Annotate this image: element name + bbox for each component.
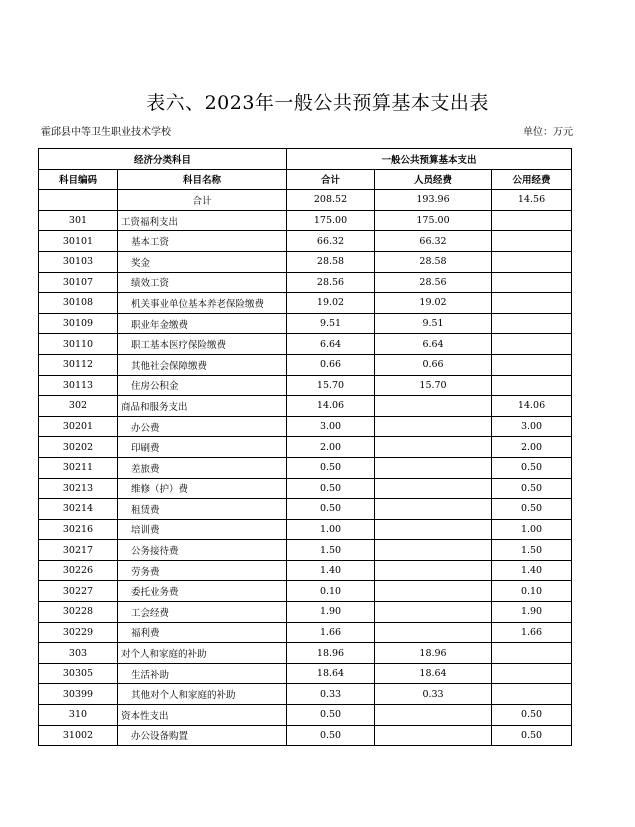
- row-personnel: 175.00: [375, 210, 492, 231]
- row-personnel: [375, 622, 492, 643]
- row-personnel: 66.32: [375, 231, 492, 252]
- row-code: 30103: [39, 251, 118, 272]
- row-personnel: 18.96: [375, 643, 492, 664]
- row-personnel: [375, 519, 492, 540]
- row-public: [492, 293, 572, 314]
- row-total: 18.64: [287, 663, 375, 684]
- row-name: 公务接待费: [118, 540, 287, 561]
- row-code: 30110: [39, 334, 118, 355]
- row-total: 0.50: [287, 705, 375, 726]
- row-code: 30107: [39, 272, 118, 293]
- table-row: [39, 457, 572, 478]
- row-name: 办公设备购置: [118, 725, 287, 746]
- table-row: [39, 705, 572, 726]
- row-public: 0.50: [492, 725, 572, 746]
- table-row: [39, 499, 572, 520]
- row-name: 对个人和家庭的补助: [118, 643, 287, 664]
- row-total: 1.00: [287, 519, 375, 540]
- row-name: 生活补助: [118, 663, 287, 684]
- row-total: 0.66: [287, 354, 375, 375]
- table-row: [39, 540, 572, 561]
- table-row: [39, 231, 572, 252]
- row-personnel: [375, 725, 492, 746]
- row-total: 1.66: [287, 622, 375, 643]
- row-public: [492, 231, 572, 252]
- row-code: 30214: [39, 499, 118, 520]
- table-row: [39, 478, 572, 499]
- row-code: 30217: [39, 540, 118, 561]
- row-personnel: [375, 540, 492, 561]
- row-total: 0.50: [287, 457, 375, 478]
- row-code: 30399: [39, 684, 118, 705]
- table-row: [39, 519, 572, 540]
- row-total: 1.90: [287, 602, 375, 623]
- row-name: 奖金: [118, 251, 287, 272]
- table-row: [39, 396, 572, 417]
- row-public: [492, 663, 572, 684]
- row-public: 3.00: [492, 416, 572, 437]
- row-total: 175.00: [287, 210, 375, 231]
- row-name: 办公费: [118, 416, 287, 437]
- row-personnel: [375, 416, 492, 437]
- row-public: 0.50: [492, 499, 572, 520]
- table-row: [39, 684, 572, 705]
- row-name: 劳务费: [118, 560, 287, 581]
- row-code: 30112: [39, 354, 118, 375]
- table-row: [39, 293, 572, 314]
- row-total: 1.40: [287, 560, 375, 581]
- table-row: [39, 354, 572, 375]
- row-name: 其他对个人和家庭的补助: [118, 684, 287, 705]
- row-public: 2.00: [492, 437, 572, 458]
- row-public: 0.10: [492, 581, 572, 602]
- row-total: 19.02: [287, 293, 375, 314]
- row-name: 商品和服务支出: [118, 396, 287, 417]
- table-column-header: [39, 169, 572, 190]
- row-public: [492, 210, 572, 231]
- page-title: 表六、2023年一般公共预算基本支出表: [146, 92, 489, 114]
- table-row: [39, 375, 572, 396]
- total-row: [39, 190, 572, 211]
- row-personnel: 15.70: [375, 375, 492, 396]
- row-total: 66.32: [287, 231, 375, 252]
- row-name: 职业年金缴费: [118, 313, 287, 334]
- row-name: 职工基本医疗保险缴费: [118, 334, 287, 355]
- row-personnel: [375, 499, 492, 520]
- total-row-code: [39, 190, 118, 211]
- row-name: 机关事业单位基本养老保险缴费: [118, 293, 287, 314]
- row-name: 维修（护）费: [118, 478, 287, 499]
- row-total: 0.33: [287, 684, 375, 705]
- row-personnel: [375, 560, 492, 581]
- row-public: 1.00: [492, 519, 572, 540]
- row-public: [492, 313, 572, 334]
- row-personnel: [375, 478, 492, 499]
- table-row: [39, 622, 572, 643]
- row-code: 310: [39, 705, 118, 726]
- row-code: 30202: [39, 437, 118, 458]
- row-personnel: [375, 396, 492, 417]
- row-code: 30211: [39, 457, 118, 478]
- row-public: [492, 251, 572, 272]
- table-row: [39, 581, 572, 602]
- row-personnel: [375, 602, 492, 623]
- row-code: 30109: [39, 313, 118, 334]
- row-public: [492, 272, 572, 293]
- unit-label: 单位：万元: [523, 127, 573, 138]
- row-public: 1.40: [492, 560, 572, 581]
- row-personnel: 0.66: [375, 354, 492, 375]
- table-row: [39, 560, 572, 581]
- row-code: 30108: [39, 293, 118, 314]
- row-public: 14.06: [492, 396, 572, 417]
- row-code: 31002: [39, 725, 118, 746]
- row-code: 30213: [39, 478, 118, 499]
- table-row: [39, 210, 572, 231]
- row-personnel: 28.58: [375, 251, 492, 272]
- row-public: [492, 375, 572, 396]
- row-name: 其他社会保障缴费: [118, 354, 287, 375]
- row-public: 1.66: [492, 622, 572, 643]
- header-economic-classification: 经济分类科目: [39, 149, 287, 170]
- row-personnel: 6.64: [375, 334, 492, 355]
- table-row: [39, 313, 572, 334]
- budget-table: [38, 148, 572, 746]
- row-personnel: [375, 437, 492, 458]
- table-row: [39, 663, 572, 684]
- total-row-public: 14.56: [492, 190, 572, 211]
- row-personnel: 28.56: [375, 272, 492, 293]
- row-total: 15.70: [287, 375, 375, 396]
- row-total: 28.56: [287, 272, 375, 293]
- row-code: 30229: [39, 622, 118, 643]
- row-code: 30101: [39, 231, 118, 252]
- row-personnel: [375, 705, 492, 726]
- row-public: [492, 354, 572, 375]
- row-total: 18.96: [287, 643, 375, 664]
- row-name: 基本工资: [118, 231, 287, 252]
- row-name: 培训费: [118, 519, 287, 540]
- row-name: 工会经费: [118, 602, 287, 623]
- row-name: 印刷费: [118, 437, 287, 458]
- row-public: 1.50: [492, 540, 572, 561]
- row-total: 3.00: [287, 416, 375, 437]
- total-row-label: 合计: [118, 190, 287, 211]
- row-code: 30226: [39, 560, 118, 581]
- row-public: [492, 643, 572, 664]
- table-row: [39, 725, 572, 746]
- row-public: [492, 334, 572, 355]
- row-public: 0.50: [492, 478, 572, 499]
- row-code: 30216: [39, 519, 118, 540]
- row-code: 302: [39, 396, 118, 417]
- row-total: 0.50: [287, 478, 375, 499]
- table-row: [39, 272, 572, 293]
- row-code: 301: [39, 210, 118, 231]
- row-total: 2.00: [287, 437, 375, 458]
- total-row-total: 208.52: [287, 190, 375, 211]
- header-general-budget-basic-expenditure: 一般公共预算基本支出: [287, 149, 572, 170]
- header-total: 合计: [287, 169, 375, 190]
- row-code: 30113: [39, 375, 118, 396]
- total-row-personnel: 193.96: [375, 190, 492, 211]
- row-personnel: [375, 457, 492, 478]
- row-total: 9.51: [287, 313, 375, 334]
- table-row: [39, 437, 572, 458]
- row-code: 303: [39, 643, 118, 664]
- row-code: 30228: [39, 602, 118, 623]
- row-name: 委托业务费: [118, 581, 287, 602]
- row-code: 30305: [39, 663, 118, 684]
- header-name: 科目名称: [118, 169, 287, 190]
- row-personnel: 9.51: [375, 313, 492, 334]
- row-total: 6.64: [287, 334, 375, 355]
- row-total: 0.50: [287, 725, 375, 746]
- table-row: [39, 416, 572, 437]
- row-personnel: 19.02: [375, 293, 492, 314]
- header-personnel: 人员经费: [375, 169, 492, 190]
- table-body: [39, 190, 572, 746]
- row-name: 绩效工资: [118, 272, 287, 293]
- row-public: 1.90: [492, 602, 572, 623]
- table-row: [39, 251, 572, 272]
- row-total: 28.58: [287, 251, 375, 272]
- row-public: [492, 684, 572, 705]
- table-row: [39, 334, 572, 355]
- row-name: 工资福利支出: [118, 210, 287, 231]
- row-personnel: 0.33: [375, 684, 492, 705]
- row-name: 福利费: [118, 622, 287, 643]
- row-personnel: 18.64: [375, 663, 492, 684]
- row-total: 14.06: [287, 396, 375, 417]
- row-name: 差旅费: [118, 457, 287, 478]
- table-group-header: [39, 149, 572, 170]
- row-name: 租赁费: [118, 499, 287, 520]
- table-row: [39, 602, 572, 623]
- organization-name: 霍邱县中等卫生职业技术学校: [41, 127, 171, 138]
- row-total: 1.50: [287, 540, 375, 561]
- row-public: 0.50: [492, 457, 572, 478]
- row-code: 30227: [39, 581, 118, 602]
- row-code: 30201: [39, 416, 118, 437]
- row-name: 资本性支出: [118, 705, 287, 726]
- row-total: 0.50: [287, 499, 375, 520]
- row-personnel: [375, 581, 492, 602]
- row-total: 0.10: [287, 581, 375, 602]
- table-row: [39, 643, 572, 664]
- header-public: 公用经费: [492, 169, 572, 190]
- row-name: 住房公积金: [118, 375, 287, 396]
- header-code: 科目编码: [39, 169, 118, 190]
- row-public: 0.50: [492, 705, 572, 726]
